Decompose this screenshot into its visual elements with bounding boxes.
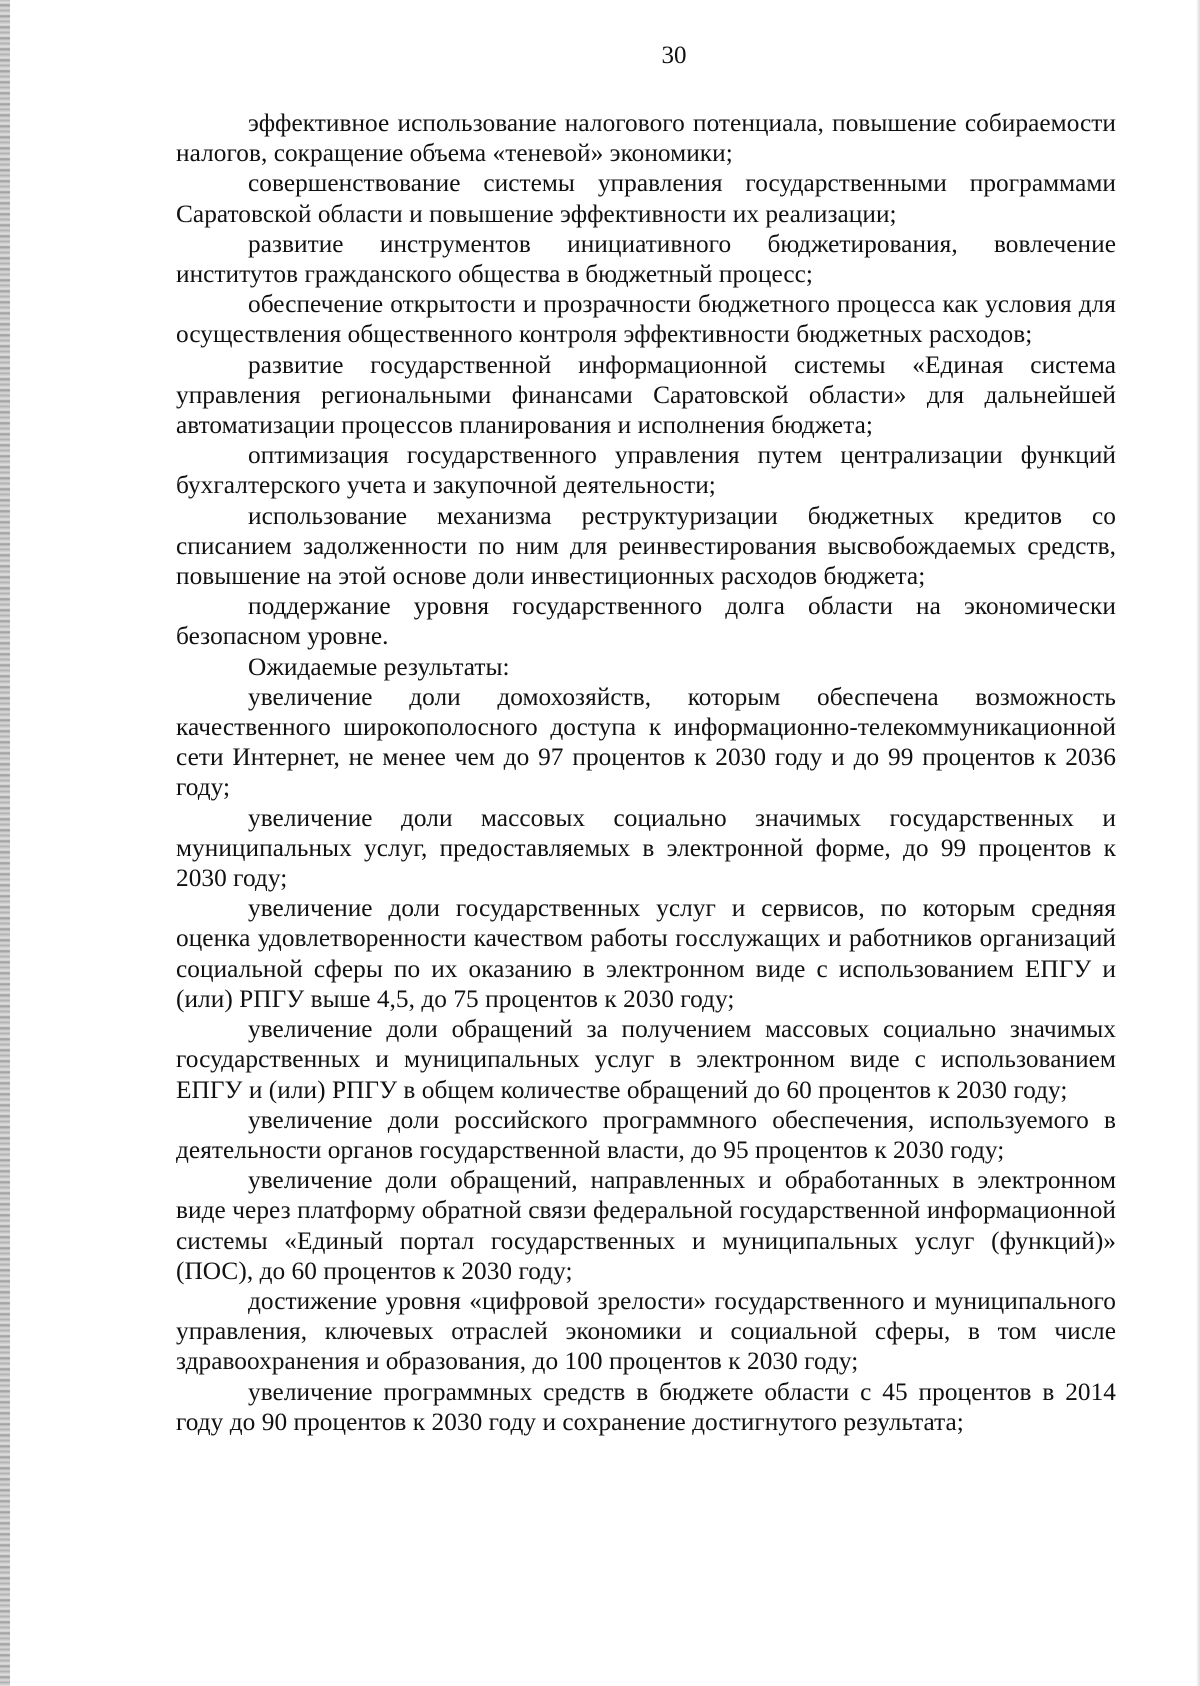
paragraph-digital-maturity: достижение уровня «цифровой зрелости» государственного и муниципального управления, ключевых отраслей экономики и социальной сферы, в том числе здравоохранения и образования, до 100 процентов к 2030 году; [176, 1286, 1116, 1376]
paragraph-state-debt: поддержание уровня государственного долга области на экономически безопасном уровне. [176, 592, 1116, 651]
paragraph-electronic-requests: увеличение доли обращений за получением массовых социально значимых государственных и муниципальных услуг в электронном виде с использованием ЕПГУ и (или) РПГУ в общем количестве обращений до 60 процентов к 2030 году; [176, 1015, 1116, 1104]
scan-edge [0, 0, 10, 1686]
paragraph-program-budget: увеличение программных средств в бюджете области с 45 процентов в 2014 году до 90 процентов к 2030 году и сохранение достигнутого результата; [176, 1377, 1116, 1436]
paragraph-finance-info-system: развитие государственной информационной системы «Единая система управления региональными финансами Саратовской области» для дальнейшей автоматизации процессов планирования и исполнения бюджета; [176, 350, 1116, 440]
page-number: 30 [661, 42, 687, 69]
paragraph-tax-potential: эффективное использование налогового потенциала, повышение собираемости налогов, сокращение объема «теневой» экономики; [176, 109, 1116, 168]
paragraph-credit-restructuring: использование механизма реструктуризации бюджетных кредитов со списанием задолженности по ним для реинвестирования высвобождаемых средств, повышение на этой основе доли инвестиционных расходов бюджета; [176, 501, 1116, 591]
scan-edge-right [1196, 0, 1200, 1686]
paragraph-feedback-platform: увеличение доли обращений, направленных и обработанных в электронном виде через платформу обратной связи федеральной государственной информационной системы «Единый портал государственных и муниципальных услуг (функций)» (ПОС), до 60 процентов к 2030 году; [176, 1166, 1116, 1285]
paragraph-initiative-budgeting: развитие инструментов инициативного бюджетирования, вовлечение институтов гражданского общества в бюджетный процесс; [176, 229, 1116, 289]
paragraph-satisfaction-score: увеличение доли государственных услуг и сервисов, по которым средняя оценка удовлетворенности качеством работы госслужащих и работников организаций социальной сферы по их оказанию в электронном виде с использованием ЕПГУ и (или) РПГУ выше 4,5, до 75 процентов к 2030 году; [176, 894, 1116, 1013]
paragraph-state-programs: совершенствование системы управления государственными программами Саратовской области и повышение эффективности их реализации; [176, 169, 1116, 228]
paragraph-electronic-services: увеличение доли массовых социально значимых государственных и муниципальных услуг, предоставляемых в электронной форме, до 99 процентов к 2030 году; [176, 803, 1116, 893]
expected-results-heading: Ожидаемые результаты: [248, 652, 510, 681]
paragraph-budget-transparency: обеспечение открытости и прозрачности бюджетного процесса как условия для осуществления общественного контроля эффективности бюджетных расходов; [176, 290, 1116, 349]
paragraph-centralization: оптимизация государственного управления путем централизации функций бухгалтерского учета и закупочной деятельности; [176, 441, 1116, 500]
page-content [176, 108, 1116, 1437]
paragraph-russian-software: увеличение доли российского программного обеспечения, используемого в деятельности органов государственной власти, до 95 процентов к 2030 году; [176, 1105, 1116, 1164]
paragraph-broadband-access: увеличение доли домохозяйств, которым обеспечена возможность качественного широкополосного доступа к информационно-телекоммуникационной сети Интернет, не менее чем до 97 процентов к 2030 году и до 99 процентов к 2036 году; [176, 682, 1116, 802]
